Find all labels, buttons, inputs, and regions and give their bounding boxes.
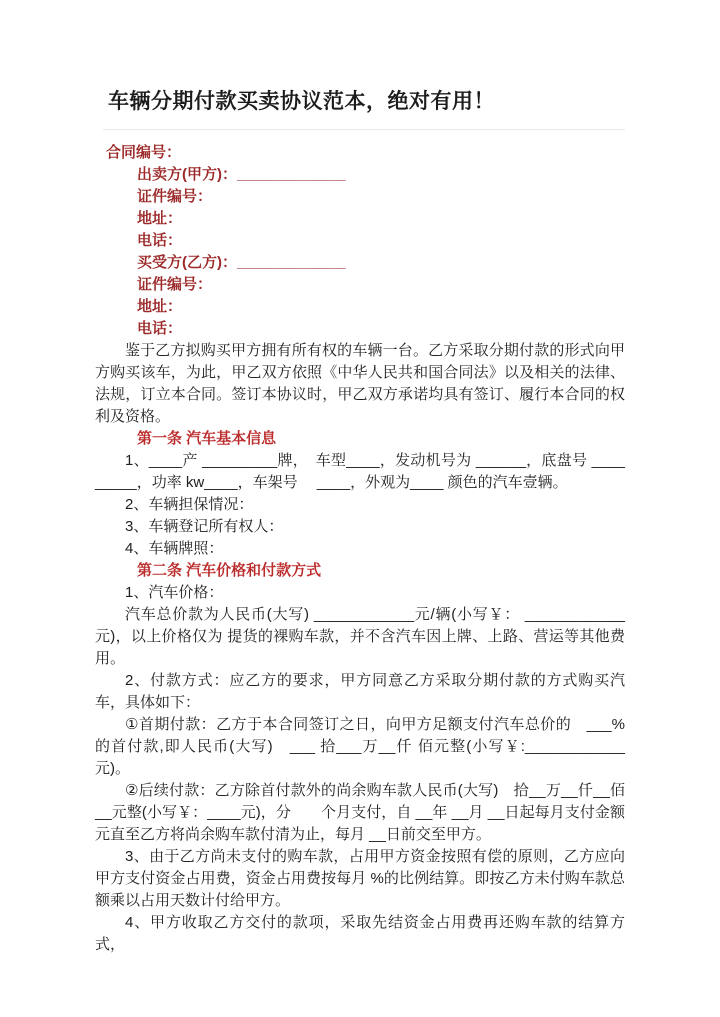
title-divider — [103, 129, 625, 130]
clause-item-capital-occupation-fee: 3、由于乙方尚未支付的购车款，占用甲方资金按照有偿的原则，乙方应向甲方支付资金占用费，资金占用费按每月 %的比例结算。即按乙方未付购车款总额乘以占用天数计付给甲方。 — [95, 848, 625, 909]
clause-item-total-price: 汽车总价款为人民币(大写) ____________元/辆(小写￥： ____________元)，以上价格仅为 提货的裸购车款，并不含汽车因上牌、上路、营运等其他费用。 — [95, 606, 625, 667]
party-line-seller-phone — [95, 230, 625, 252]
clause-item-follow-up-payment: ②后续付款：乙方除首付款外的尚余购车款人民币(大写) 拾__万__仟__佰__元整(小写￥：____元)，分 个月支付，自 __年 __月 __日起每月支付金额 元直至乙方将尚余购车款付清为止，每月 __日前交至甲方。 — [95, 782, 625, 843]
page-title: 车辆分期付款买卖协议范本，绝对有用！ — [108, 89, 495, 113]
fill-in-blank: _____________ — [237, 254, 346, 271]
party-line-seller — [95, 164, 625, 186]
contract-number-label: 合同编号： — [106, 144, 182, 161]
party-line-seller-address — [95, 208, 625, 230]
fill-in-blank: _____________ — [237, 166, 346, 183]
contract-header-block — [95, 142, 625, 340]
clause-item-registered-owner: 3、车辆登记所有权人： — [125, 518, 284, 535]
party-line-buyer-phone — [95, 318, 625, 340]
party-line-buyer-id — [95, 274, 625, 296]
party-label: 证件编号： — [137, 276, 213, 293]
clause-item-vehicle-info: 1、____产 _________牌， 车型____，发动机号为 ______，底盘号 _________，功率 kw____，车架号 ____，外观为____ 颜色的汽车壹辆。 — [95, 452, 625, 491]
party-label: 出卖方(甲方)： — [137, 166, 237, 183]
section1-heading: 第一条 汽车基本信息 — [137, 430, 277, 447]
party-label: 地址： — [137, 298, 183, 315]
clause-item-payment-method: 2、付款方式：应乙方的要求，甲方同意乙方采取分期付款的方式购买汽车，具体如下： — [95, 672, 625, 711]
clause-item-settlement-method: 4、甲方收取乙方交付的款项，采取先结资金占用费再还购车款的结算方式， — [95, 914, 625, 953]
clause-item-guarantee: 2、车辆担保情况： — [125, 496, 254, 513]
clause-item-first-payment: ①首期付款：乙方于本合同签订之日，向甲方足额支付汽车总价的 ___%的首付款,即人民币(大写) ___ 拾___万__仟 佰元整(小写￥:____________元)。 — [95, 716, 625, 777]
contract-body — [95, 340, 625, 956]
party-label: 电话： — [137, 232, 183, 249]
party-line-buyer-address — [95, 296, 625, 318]
party-label: 电话： — [137, 320, 183, 337]
party-label: 证件编号： — [137, 188, 213, 205]
party-label: 买受方(乙方)： — [137, 254, 237, 271]
party-line-seller-id — [95, 186, 625, 208]
clause-item-price-label: 1、汽车价格： — [125, 584, 224, 601]
clause-item-license-plate: 4、车辆牌照： — [125, 540, 224, 557]
party-label: 地址： — [137, 210, 183, 227]
party-line-buyer — [95, 252, 625, 274]
section2-heading: 第二条 汽车价格和付款方式 — [137, 562, 322, 579]
preamble-paragraph: 鉴于乙方拟购买甲方拥有所有权的车辆一台。乙方采取分期付款的形式向甲方购买该车，为此，甲乙双方依照《中华人民共和国合同法》以及相关的法律、法规，订立本合同。签订本协议时，甲乙双方承诺均具有签订、履行本合同的权利及资格。 — [95, 342, 625, 425]
